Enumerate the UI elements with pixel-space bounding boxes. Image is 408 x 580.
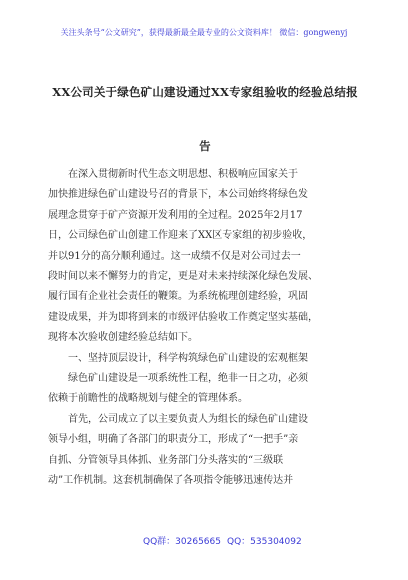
paragraph-section-1-first: [48, 410, 358, 492]
paragraph-line: 领导小组，明确了各部门的职责分工，形成了“一把手”亲: [48, 434, 299, 446]
footer-qq-number: QQ：535304092: [227, 537, 302, 547]
paragraph-line: 在深入贯彻新时代生态文明思想、积极响应国家关于: [68, 169, 298, 180]
paragraph-line: 建设成果，并为即将到来的市级评估验收工作奠定坚实基础，: [48, 311, 318, 323]
paragraph-intro: [48, 165, 358, 349]
paragraph-line: 履行国有企业社会责任的鞭策。为系统梳理创建经验，巩固: [48, 291, 308, 303]
paragraph-line: 加快推进绿色矿山建设号召的背景下，本公司始终将绿色发: [48, 189, 308, 201]
header-promo-note: 关注头条号“公文研究”，获得最新最全最专业的公文资料库！ 微信：gongwenyj: [60, 28, 348, 37]
paragraph-line: 自抓、分管领导具体抓、业务部门分头落实的“三级联: [48, 454, 284, 466]
paragraph-line: 日，公司绿色矿山创建工作迎来了XX区专家组的初步验收，: [48, 230, 313, 242]
document-title: [50, 65, 360, 173]
paragraph-line: 并以91分的高分顺利通过。这一成绩不仅是对公司过去一: [48, 250, 301, 262]
paragraph-line: 段时间以来不懈努力的肯定，更是对未来持续深化绿色发展、: [48, 271, 318, 283]
paragraph-line: 依赖于前瞻性的战略规划与健全的管理体系。: [48, 393, 248, 405]
footer-qq-group: QQ群：30265665: [143, 537, 221, 547]
footer-contact: [0, 534, 408, 548]
title-line-1: XX公司关于绿色矿山建设通过XX专家组验收的经验总结报: [52, 85, 358, 99]
paragraph-line: 现将本次验收创建经验总结如下。: [48, 332, 198, 344]
paragraph-line: 动”工作机制。这套机制确保了各项指令能够迅速传达并: [48, 475, 294, 487]
section-heading-text: 一、坚持顶层设计，科学构筑绿色矿山建设的宏观框架: [68, 352, 308, 364]
paragraph-section-1-intro: [48, 369, 358, 410]
section-heading-1: [48, 349, 358, 369]
document-body: [48, 165, 358, 492]
title-line-2: 告: [199, 139, 211, 153]
paragraph-line: 首先，公司成立了以主要负责人为组长的绿色矿山建设: [68, 413, 308, 425]
paragraph-line: 绿色矿山建设是一项系统性工程，绝非一日之功，必须: [68, 373, 308, 385]
paragraph-line: 展理念贯穿于矿产资源开发利用的全过程。2025年2月17: [48, 209, 303, 221]
